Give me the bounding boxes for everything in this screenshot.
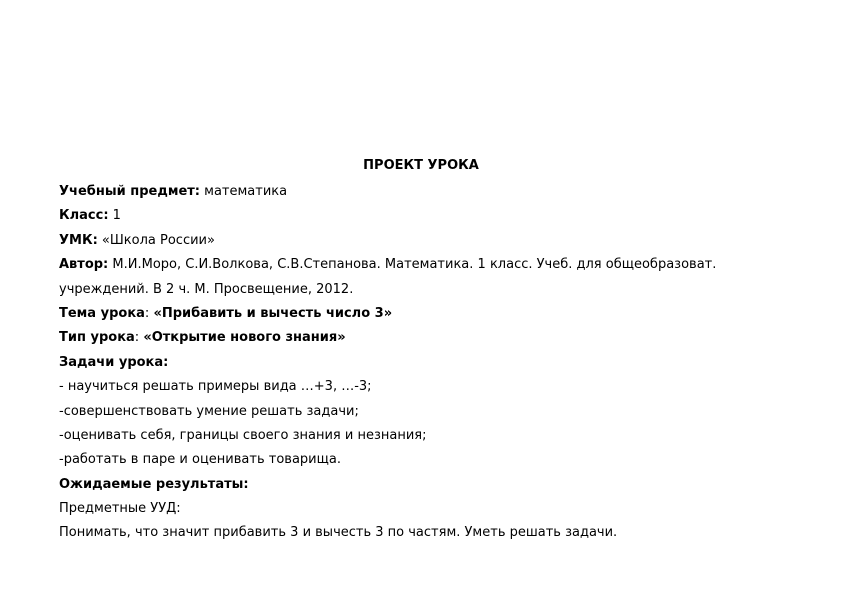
class-label: Класс: bbox=[59, 208, 109, 224]
document-body bbox=[59, 180, 799, 546]
task-item: - научиться решать примеры вида …+3, …-3; bbox=[59, 379, 372, 395]
umk-label: УМК: bbox=[59, 232, 98, 248]
class-value: 1 bbox=[108, 208, 121, 224]
tasks-heading: Задачи урока: bbox=[59, 354, 169, 370]
task-item: -совершенствовать умение решать задачи; bbox=[59, 403, 359, 419]
topic-line bbox=[59, 302, 799, 326]
author-value-line1: М.И.Моро, С.И.Волкова, С.В.Степанова. Математика. 1 класс. Учеб. для общеобразоват. bbox=[108, 257, 717, 273]
topic-value: «Прибавить и вычесть число 3» bbox=[153, 305, 393, 321]
author-line-continued bbox=[59, 278, 799, 302]
author-value-line2: учреждений. В 2 ч. М. Просвещение, 2012. bbox=[59, 281, 354, 297]
subject-value: математика bbox=[200, 184, 288, 199]
author-line bbox=[59, 253, 799, 277]
lesson-type-label: Тип урока bbox=[59, 330, 135, 346]
lesson-type-line bbox=[59, 326, 799, 350]
task-item: -оценивать себя, границы своего знания и незнания; bbox=[59, 427, 427, 443]
results-heading: Ожидаемые результаты: bbox=[59, 476, 249, 492]
document-title: ПРОЕКТ УРОКА bbox=[363, 158, 479, 173]
author-label: Автор: bbox=[59, 257, 109, 273]
lesson-type-value: «Открытие нового знания» bbox=[143, 330, 346, 346]
topic-separator: : bbox=[144, 305, 154, 321]
topic-label: Тема урока bbox=[59, 305, 145, 321]
subject-label: Учебный предмет: bbox=[59, 184, 200, 199]
umk-line bbox=[59, 229, 799, 253]
umk-value: «Школа России» bbox=[97, 232, 215, 248]
subject-uud-text: Понимать, что значит прибавить 3 и вычесть 3 по частям. Уметь решать задачи. bbox=[59, 525, 618, 541]
subject-line bbox=[59, 180, 799, 204]
lesson-type-separator: : bbox=[134, 330, 144, 346]
subject-uud-label: Предметные УУД: bbox=[59, 501, 181, 517]
class-line bbox=[59, 204, 799, 228]
task-item: -работать в паре и оценивать товарища. bbox=[59, 452, 341, 468]
